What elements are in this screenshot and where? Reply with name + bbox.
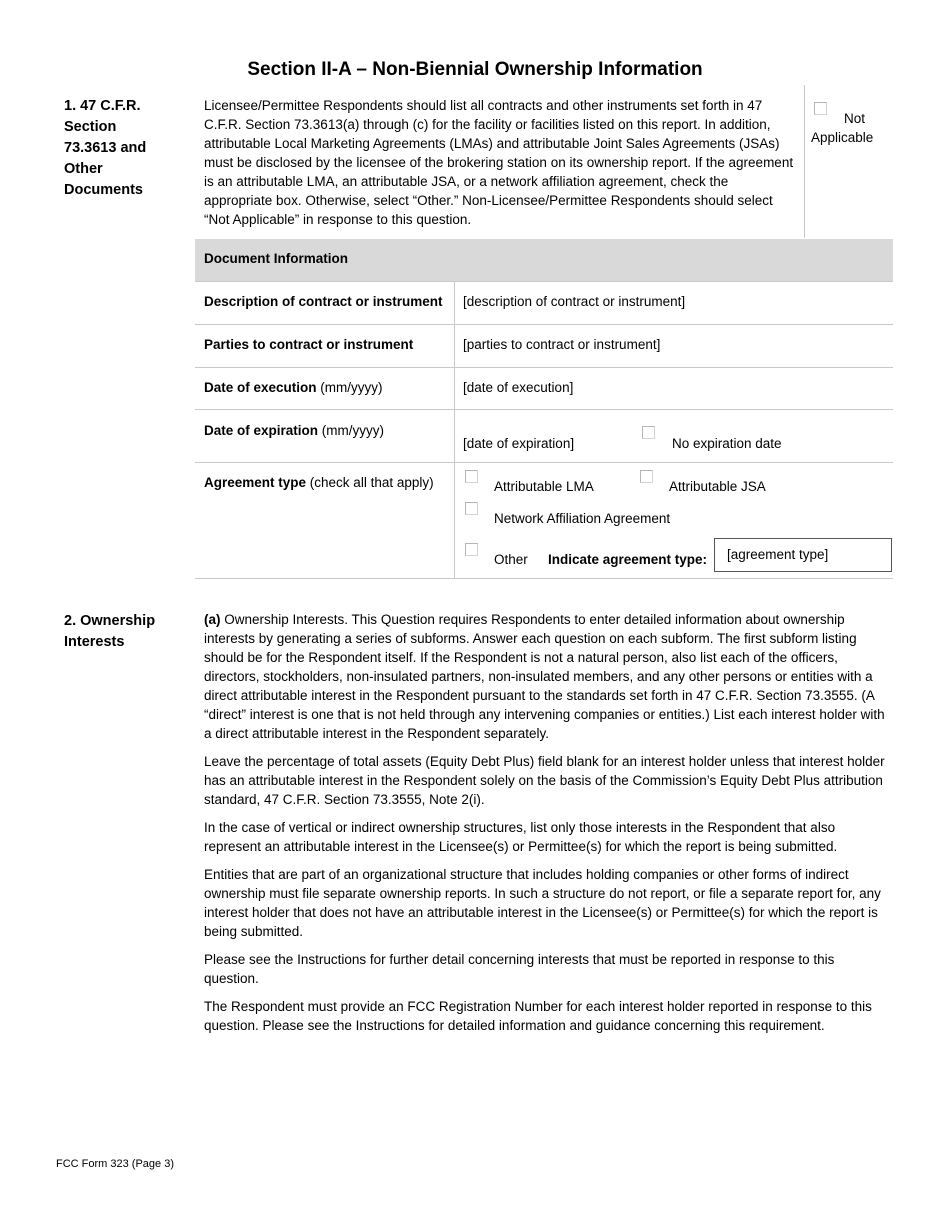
question-2-label [64, 611, 189, 653]
execution-label-text: Date of execution [204, 380, 317, 395]
execution-label [204, 378, 383, 397]
not-applicable-label [811, 109, 891, 147]
agreement-type-input[interactable] [714, 538, 892, 572]
row-divider [195, 409, 893, 410]
q2-paragraph-1 [204, 610, 886, 743]
jsa-checkbox[interactable] [640, 470, 653, 483]
execution-label-format: (mm/yyyy) [320, 380, 383, 395]
network-affiliation-checkbox[interactable] [465, 502, 478, 515]
row-divider [195, 462, 893, 463]
q1-label-line: Section [64, 119, 117, 135]
row-divider [195, 281, 893, 282]
row-divider [195, 324, 893, 325]
agreement-type-label-text: Agreement type [204, 475, 307, 490]
no-expiration-label: No expiration date [672, 436, 782, 451]
agreement-type-label-hint: (check all that apply) [309, 475, 434, 490]
row-divider [195, 367, 893, 368]
lma-label: Attributable LMA [494, 479, 594, 494]
execution-date-field[interactable]: [date of execution] [463, 380, 574, 395]
parties-label: Parties to contract or instrument [204, 337, 414, 352]
q1-label-line: 1. 47 C.F.R. [64, 98, 141, 114]
question-2-body [204, 610, 886, 1035]
agreement-type-value: [agreement type] [727, 547, 829, 562]
q2-part-marker: (a) [204, 612, 221, 627]
expiration-label-format: (mm/yyyy) [321, 423, 385, 438]
network-affiliation-label: Network Affiliation Agreement [494, 511, 671, 526]
q2-paragraph-3: In the case of vertical or indirect ownership structures, list only those interests in the Respondent that also represent an attributable interest in the Licensee(s) or Permittee(s) for which the report is being submitted. [204, 820, 838, 854]
column-divider [454, 281, 455, 578]
q2-paragraph-4: Entities that are part of an organizational structure that includes holding companies or other forms of indirect ownership must file separate ownership reports. In such a structure do not report, or file a separate report for, any interest holder that does not have an attributable interest in the Licensee(s) or Permittee(s) for which the report is being submitted. [204, 867, 881, 939]
indicate-agreement-type-label: Indicate agreement type: [548, 552, 708, 567]
expiration-date-field[interactable]: [date of expiration] [463, 436, 575, 451]
description-field[interactable]: [description of contract or instrument] [463, 294, 686, 309]
expiration-label [204, 421, 384, 440]
divider [804, 85, 805, 238]
description-label: Description of contract or instrument [204, 294, 443, 309]
q2-paragraph-2: Leave the percentage of total assets (Equity Debt Plus) field blank for an interest holder unless that interest holder has an attributable interest in the Respondent solely on the basis of the Commission’s Equity Debt Plus attribution standard, 47 C.F.R. Section 73.3555, Note 2(i). [204, 754, 885, 807]
row-divider [195, 578, 893, 579]
q2-label-line: Interests [64, 634, 125, 650]
lma-checkbox[interactable] [465, 470, 478, 483]
q1-label-line: 73.3613 and [64, 140, 147, 156]
section-title: Section II-A – Non-Biennial Ownership Information [247, 59, 703, 80]
agreement-type-label [204, 473, 434, 492]
other-checkbox[interactable] [465, 543, 478, 556]
no-expiration-checkbox[interactable] [642, 426, 655, 439]
q1-label-line: Documents [64, 182, 143, 198]
expiration-label-text: Date of expiration [204, 423, 319, 438]
parties-field[interactable]: [parties to contract or instrument] [463, 337, 661, 352]
q2-paragraph-1-text: Ownership Interests. This Question requires Respondents to enter detailed information about ownership interests by generating a series of subforms. Answer each question on each subform. The first subform listing should be for the Respondent itself. If the Respondent is not a natural person, also list each of the officers, directors, stockholders, non-insulated partners, non-insulated members, and any other persons or entities with a direct attributable interest in the Respondent pursuant to the standards set forth in 47 C.F.R. Section 73.3555. (A “direct” interest is one that is not held through any intervening companies or entities.) List each interest holder with a direct attributable interest in the Respondent separately. [204, 612, 885, 741]
other-label: Other [494, 552, 528, 567]
question-1-instructions: Licensee/Permittee Respondents should list all contracts and other instruments set forth in 47 C.F.R. Section 73.3613(a) through (c) for the facility or facilities listed on this report. In addition, attributable Local Marketing Agreements (LMAs) and attributable Joint Sales Agreements (JSAs) must be disclosed by the licensee of the brokering station on its ownership report. If the agreement is an attributable LMA, an attributable JSA, or a network affiliation agreement, check the appropriate box. Otherwise, select “Other.” Non-Licensee/Permittee Respondents should select “Not Applicable” in response to this question. [204, 98, 794, 227]
question-1-label [64, 96, 189, 201]
q1-label-line: Other [64, 161, 103, 177]
q2-paragraph-5: Please see the Instructions for further detail concerning interests that must be reported in response to this question. [204, 952, 835, 986]
q2-paragraph-6: The Respondent must provide an FCC Registration Number for each interest holder reported in response to this question. Please see the Instructions for detailed information and guidance concerning this requirement. [204, 999, 872, 1033]
page-footer: FCC Form 323 (Page 3) [56, 1158, 174, 1170]
document-info-title: Document Information [204, 251, 348, 266]
not-applicable-text-2: Applicable [811, 130, 874, 145]
q2-label-line: 2. Ownership [64, 613, 156, 629]
jsa-label: Attributable JSA [669, 479, 766, 494]
not-applicable-text-1: Not [844, 111, 866, 126]
